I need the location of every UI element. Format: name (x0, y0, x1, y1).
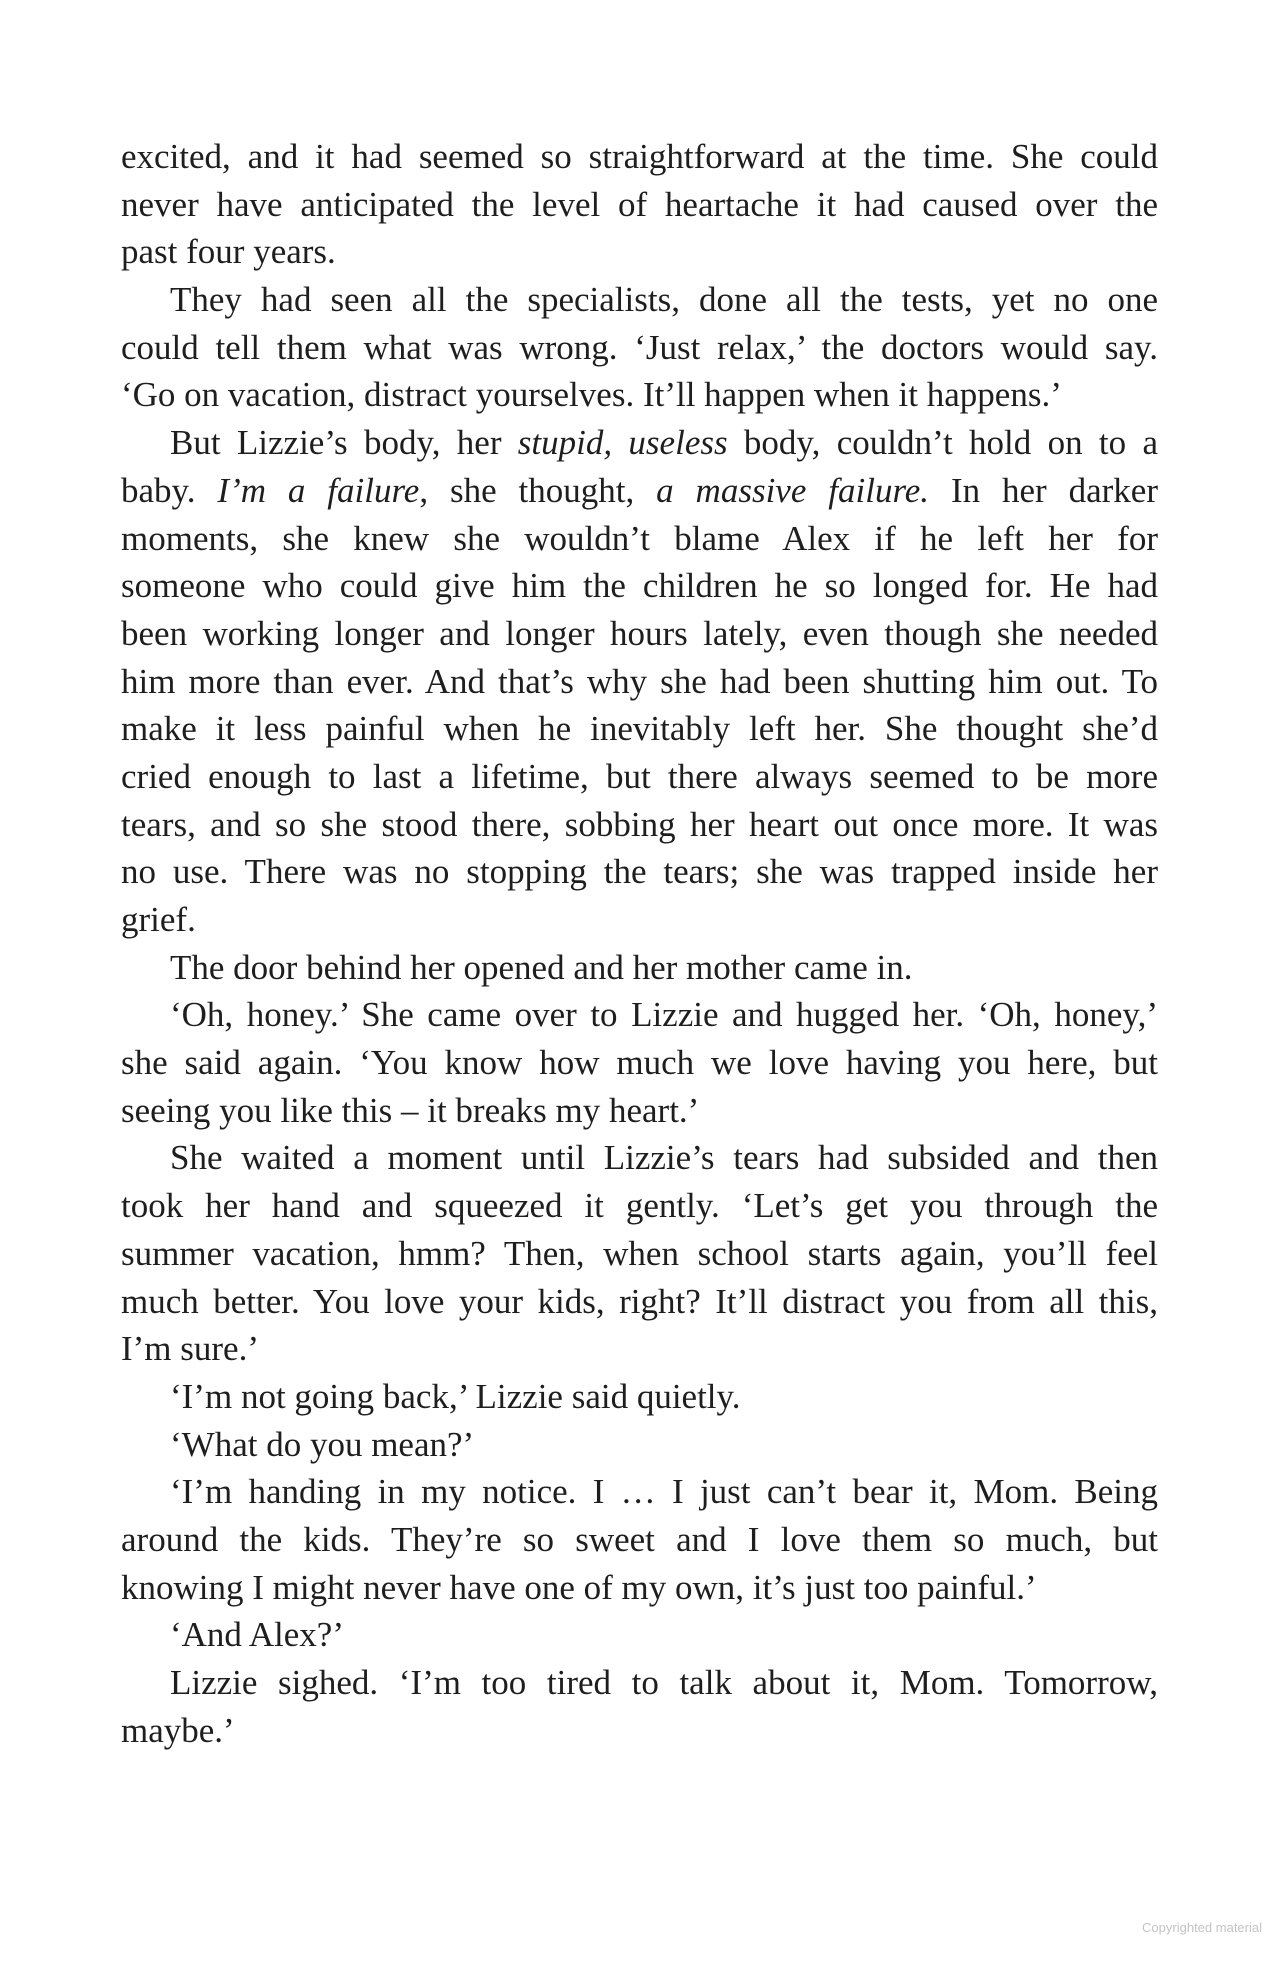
text-line (121, 753, 1158, 801)
italic-text: a massive failure. (656, 470, 930, 510)
text-segment: someone who could give him the children he so longed for. He had (121, 566, 1158, 606)
text-line (121, 371, 1158, 419)
text-line (121, 1707, 1158, 1755)
text-segment: excited, and it had seemed so straightforward at the time. She could (121, 137, 1158, 176)
text-line (121, 1325, 1158, 1373)
text-segment: make it less painful when he inevitably left her. She thought she’d (121, 709, 1158, 749)
text-line (121, 610, 1158, 658)
text-line (121, 1134, 1158, 1182)
text-segment: she said again. ‘You know how much we love having you here, but (121, 1043, 1158, 1083)
text-line (121, 1087, 1158, 1135)
text-line (121, 1659, 1158, 1707)
text-line (121, 1278, 1158, 1326)
text-segment: , she thought, (419, 470, 657, 510)
text-line (121, 705, 1158, 753)
text-segment: him more than ever. And that’s why she had been shutting him out. To (121, 661, 1158, 701)
text-segment: ‘Go on vacation, distract yourselves. It’ll happen when it happens.’ (121, 375, 1062, 415)
text-line (121, 467, 1158, 515)
text-line (121, 1468, 1158, 1516)
text-segment: past four years. (121, 232, 336, 272)
text-segment: cried enough to last a lifetime, but there always seemed to be more (121, 756, 1158, 796)
text-segment: ‘I’m handing in my notice. I … I just can’t bear it, Mom. Being (170, 1472, 1158, 1512)
text-line (121, 133, 1158, 181)
book-page-text (121, 133, 1158, 1754)
text-segment: grief. (121, 900, 196, 939)
text-line (121, 1421, 1158, 1469)
text-segment: But Lizzie’s body, her (170, 423, 518, 463)
text-line (121, 562, 1158, 610)
text-line (121, 181, 1158, 229)
text-segment: summer vacation, hmm? Then, when school starts again, you’ll feel (121, 1233, 1158, 1273)
text-segment: The door behind her opened and her mother came in. (170, 947, 913, 987)
text-line (121, 991, 1158, 1039)
text-segment: much better. You love your kids, right? It’ll distract you from all this, (121, 1281, 1158, 1321)
text-segment: Lizzie sighed. ‘I’m too tired to talk about it, Mom. Tomorrow, (170, 1663, 1158, 1702)
text-line (121, 1373, 1158, 1421)
text-segment: no use. There was no stopping the tears; she was trapped inside her (121, 852, 1158, 892)
text-segment: knowing I might never have one of my own, it’s just too painful.’ (121, 1567, 1037, 1607)
text-segment: been working longer and longer hours lately, even though she needed (121, 613, 1158, 653)
text-segment: never have anticipated the level of heartache it had caused over the (121, 184, 1158, 224)
text-segment: ‘And Alex?’ (170, 1615, 344, 1655)
text-segment: could tell them what was wrong. ‘Just relax,’ the doctors would say. (121, 327, 1158, 367)
text-line (121, 1230, 1158, 1278)
text-segment: ‘What do you mean?’ (170, 1424, 475, 1464)
text-segment: maybe.’ (121, 1710, 235, 1750)
text-segment: baby. (121, 470, 218, 510)
text-segment: ‘Oh, honey.’ She came over to Lizzie and hugged her. ‘Oh, honey,’ (170, 995, 1158, 1035)
italic-text: I’m a failure (217, 470, 420, 510)
text-segment: I’m sure.’ (121, 1329, 260, 1369)
text-line (121, 801, 1158, 849)
text-segment: around the kids. They’re so sweet and I love them so much, but (121, 1519, 1158, 1559)
text-line (121, 228, 1158, 276)
text-segment: She waited a moment until Lizzie’s tears had subsided and then (170, 1138, 1158, 1178)
text-line (121, 419, 1158, 467)
text-line (121, 1182, 1158, 1230)
text-segment: took her hand and squeezed it gently. ‘Let’s get you through the (121, 1186, 1158, 1226)
text-segment: ‘I’m not going back,’ Lizzie said quietly. (170, 1376, 741, 1416)
text-line (121, 1516, 1158, 1564)
text-line (121, 276, 1158, 324)
text-line (121, 848, 1158, 896)
text-segment: They had seen all the specialists, done all the tests, yet no one (170, 280, 1158, 320)
italic-text: stupid, useless (517, 423, 728, 463)
text-line (121, 658, 1158, 706)
text-line (121, 1611, 1158, 1659)
text-segment: moments, she knew she wouldn’t blame Alex if he left her for (121, 518, 1158, 558)
text-line (121, 1564, 1158, 1612)
text-line (121, 515, 1158, 563)
text-line (121, 896, 1158, 944)
text-line (121, 324, 1158, 372)
text-segment: body, couldn’t hold on to a (727, 423, 1158, 463)
copyright-watermark: Copyrighted material (1142, 1920, 1262, 1935)
text-line (121, 944, 1158, 992)
text-segment: In her darker (929, 470, 1158, 510)
text-segment: tears, and so she stood there, sobbing her heart out once more. It was (121, 804, 1158, 844)
text-line (121, 1039, 1158, 1087)
text-segment: seeing you like this – it breaks my heart.’ (121, 1090, 700, 1130)
